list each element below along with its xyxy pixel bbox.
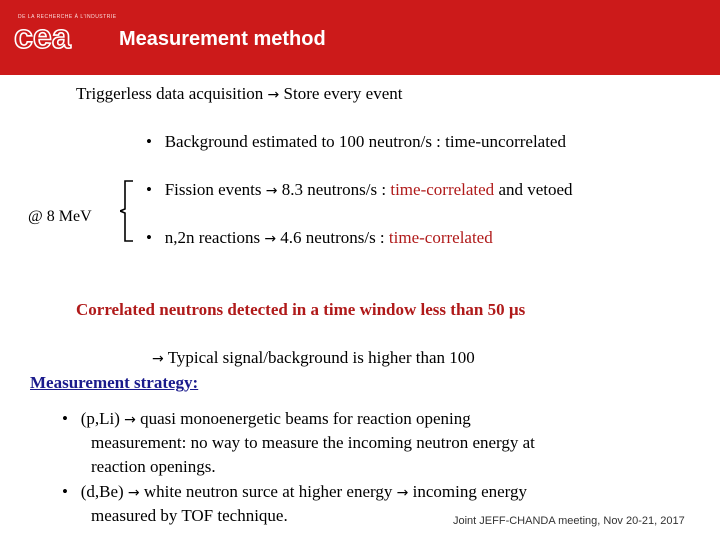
- strategy-item-line: [62, 409, 471, 429]
- bullet-text: Background estimated to 100 neutron/s : time-uncorrelated: [164, 132, 566, 151]
- right-arrow-icon: →: [152, 351, 164, 367]
- energy-label: @ 8 MeV: [28, 208, 92, 225]
- bullet-icon: •: [62, 482, 68, 501]
- signal-note-text: Typical signal/background is higher than 100: [167, 348, 475, 367]
- footer-text: Joint JEFF-CHANDA meeting, Nov 20-21, 2017: [453, 515, 685, 527]
- page-title: Measurement method: [119, 28, 326, 50]
- strategy-text-cont: measured by TOF technique.: [91, 506, 288, 525]
- logo-tagline: DE LA RECHERCHE À L'INDUSTRIE: [18, 14, 117, 20]
- strategy-pre: (p,Li): [80, 409, 120, 428]
- bracket-brace: [120, 180, 134, 242]
- right-arrow-icon: →: [124, 412, 136, 428]
- intro-lead: Triggerless data acquisition: [76, 84, 264, 103]
- bullet-fission: [146, 180, 573, 200]
- correlated-statement: Correlated neutrons detected in a time window less than 50 µs: [76, 300, 526, 319]
- right-arrow-icon: →: [264, 231, 277, 247]
- bullet-post: and vetoed: [498, 180, 573, 199]
- bullet-pre: Fission events: [164, 180, 262, 199]
- bullet-mid: 8.3 neutrons/s :: [281, 180, 387, 199]
- bullet-icon: •: [62, 409, 68, 428]
- logo-text: cea: [14, 22, 71, 52]
- strategy-text: incoming energy: [412, 482, 528, 501]
- bullet-background: [146, 132, 566, 152]
- bullet-highlight: time-correlated: [388, 228, 493, 247]
- strategy-text-cont: reaction openings.: [91, 457, 216, 476]
- bullet-icon: •: [146, 132, 152, 151]
- intro-result: Store every event: [283, 84, 403, 103]
- right-arrow-icon: →: [396, 485, 409, 501]
- intro-line: [76, 84, 402, 104]
- bullet-pre: n,2n reactions: [164, 228, 261, 247]
- strategy-text: quasi monoenergetic beams for reaction opening: [140, 409, 471, 428]
- right-arrow-icon: →: [127, 485, 140, 501]
- right-arrow-icon: →: [267, 87, 280, 103]
- bullet-icon: •: [146, 228, 152, 247]
- bullet-icon: •: [146, 180, 152, 199]
- right-arrow-icon: →: [265, 183, 278, 199]
- header-bar: [0, 0, 720, 75]
- bullet-n2n: [146, 228, 493, 248]
- strategy-text-cont: measurement: no way to measure the incoming neutron energy at: [91, 433, 535, 452]
- strategy-heading: Measurement strategy:: [30, 373, 199, 392]
- strategy-pre: (d,Be): [80, 482, 124, 501]
- signal-note: [152, 348, 475, 368]
- cea-logo: [14, 22, 106, 52]
- strategy-text: white neutron surce at higher energy: [143, 482, 393, 501]
- bullet-mid: 4.6 neutrons/s :: [280, 228, 385, 247]
- strategy-item-line: [62, 482, 527, 502]
- bullet-highlight: time-correlated: [390, 180, 495, 199]
